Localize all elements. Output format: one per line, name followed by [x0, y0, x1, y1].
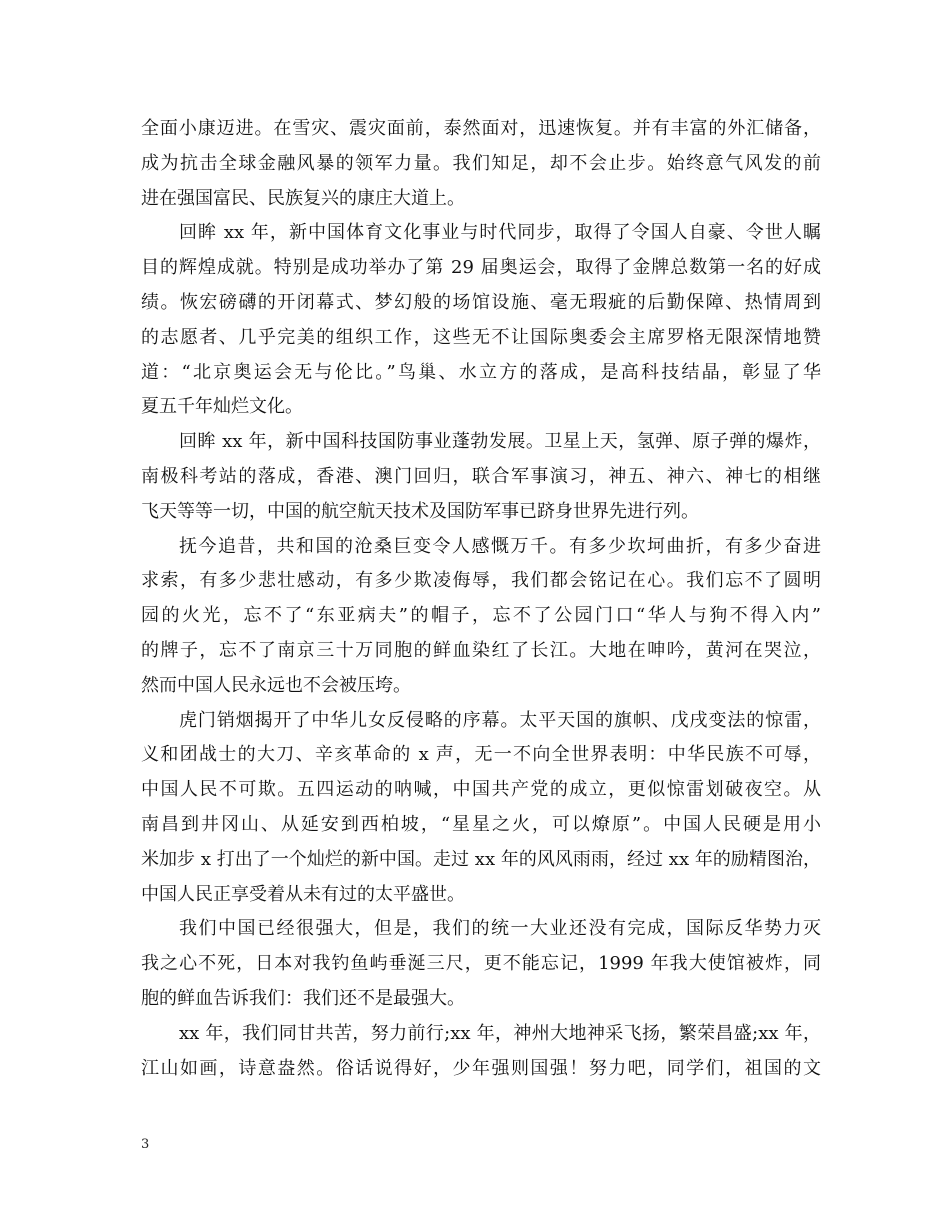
page-number: 3 [141, 1137, 150, 1152]
paragraph-line: 进在强国富民、民族复兴的康庄大道上。 [141, 187, 465, 209]
paragraph-line: 中国人民正享受着从未有过的太平盛世。 [141, 883, 465, 905]
paragraph-line: 回眸 xx 年，新中国体育文化事业与时代同步，取得了令国人自豪、令世人瞩 [179, 222, 821, 244]
paragraph-line: 回眸 xx 年，新中国科技国防事业蓬勃发展。卫星上天，氢弹、原子弹的爆炸， [179, 431, 821, 453]
paragraph-line: 我们中国已经很强大，但是，我们的统一大业还没有完成，国际反华势力灭 [179, 918, 821, 940]
paragraph-line: 抚今追昔，共和国的沧桑巨变令人感慨万千。有多少坎坷曲折，有多少奋进 [179, 535, 821, 557]
paragraph-line: 飞天等等一切，中国的航空航天技术及国防军事已跻身世界先进行列。 [141, 500, 699, 522]
paragraph-line: 的牌子，忘不了南京三十万同胞的鲜血染红了长江。大地在呻吟，黄河在哭泣， [141, 639, 821, 661]
paragraph-line: 胞的鲜血告诉我们：我们还不是最强大。 [141, 987, 465, 1009]
paragraph-line: 全面小康迈进。在雪灾、震灾面前，泰然面对，迅速恢复。并有丰富的外汇储备， [141, 118, 821, 139]
paragraph-line: 求索，有多少悲壮感动，有多少欺凌侮辱，我们都会铭记在心。我们忘不了圆明 [141, 570, 821, 592]
paragraph [141, 704, 821, 913]
paragraph [141, 912, 821, 1016]
paragraph-line: 江山如画，诗意盎然。俗话说得好，少年强则国强！努力吧，同学们，祖国的文 [141, 1057, 821, 1079]
paragraph-line: 中国人民不可欺。五四运动的呐喊，中国共产党的成立，更似惊雷划破夜空。从 [141, 779, 821, 801]
paragraph-line: 目的辉煌成就。特别是成功举办了第 29 届奥运会，取得了金牌总数第一名的好成 [141, 257, 821, 279]
paragraph [141, 216, 821, 425]
paragraph-line: 米加步 x 打出了一个灿烂的新中国。走过 xx 年的风风雨雨，经过 xx 年的励精图治， [141, 848, 821, 870]
paragraph [141, 530, 821, 704]
body-text [141, 112, 821, 1086]
paragraph [141, 112, 821, 216]
paragraph-line: 园的火光，忘不了“东亚病夫”的帽子，忘不了公园门口“华人与狗不得入内” [141, 605, 821, 627]
paragraph-line: 的志愿者、几乎完美的组织工作，这些无不让国际奥委会主席罗格无限深情地赞 [141, 326, 821, 348]
paragraph-line: 绩。恢宏磅礴的开闭幕式、梦幻般的场馆设施、毫无瑕疵的后勤保障、热情周到 [141, 291, 821, 313]
paragraph-line: 我之心不死，日本对我钓鱼屿垂涎三尺，更不能忘记，1999 年我大使馆被炸，同 [141, 953, 821, 975]
paragraph-line: 南极科考站的落成，香港、澳门回归，联合军事演习，神五、神六、神七的相继 [141, 465, 821, 487]
paragraph-line: xx 年，我们同甘共苦，努力前行;xx 年，神州大地神采飞扬，繁荣昌盛;xx 年， [179, 1022, 821, 1044]
paragraph-line: 夏五千年灿烂文化。 [141, 396, 303, 418]
paragraph-line: 然而中国人民永远也不会被压垮。 [141, 674, 411, 696]
paragraph-line: 虎门销烟揭开了中华儿女反侵略的序幕。太平天国的旗帜、戊戌变法的惊雷， [179, 709, 821, 731]
paragraph-line: 义和团战士的大刀、辛亥革命的 x 声，无一不向全世界表明：中华民族不可辱， [141, 744, 821, 766]
paragraph [141, 1017, 821, 1087]
paragraph-line: 南昌到井冈山、从延安到西柏坡，“星星之火，可以燎原”。中国人民硬是用小 [141, 813, 821, 835]
paragraph-line: 成为抗击全球金融风暴的领军力量。我们知足，却不会止步。始终意气风发的前 [141, 152, 821, 174]
paragraph [141, 425, 821, 529]
paragraph-line: 道：“北京奥运会无与伦比。”鸟巢、水立方的落成，是高科技结晶，彰显了华 [141, 361, 821, 383]
